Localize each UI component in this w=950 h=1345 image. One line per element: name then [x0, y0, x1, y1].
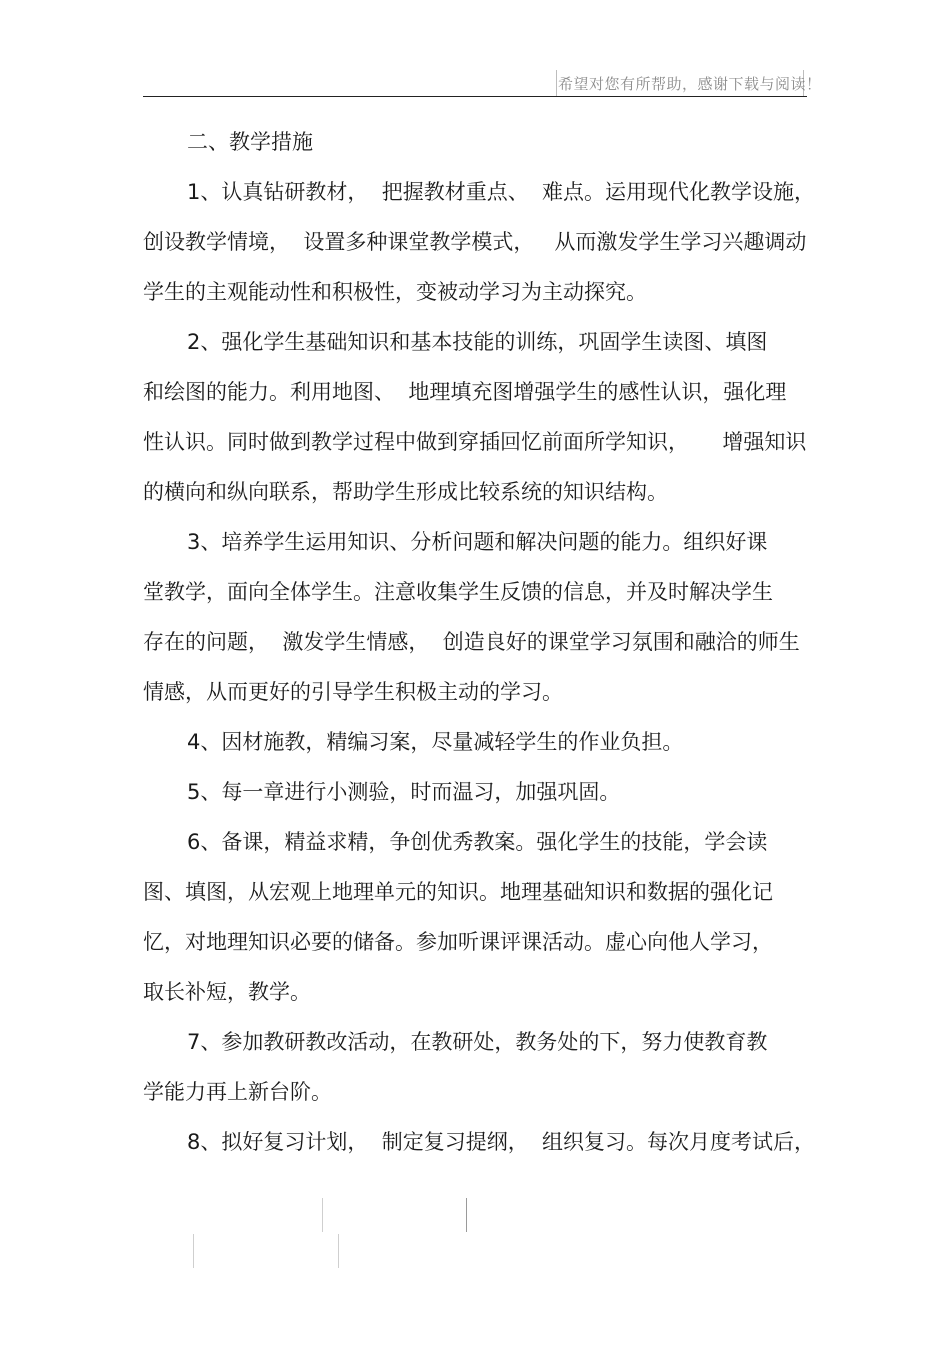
text-line: 6、备课，精益求精，争创优秀教案。强化学生的技能，学会读	[187, 830, 768, 854]
text-line: 3、培养学生运用知识、分析问题和解决问题的能力。组织好课	[187, 530, 768, 554]
scan-artifact-line	[322, 1198, 323, 1232]
text-line: 存在的问题， 激发学生情感， 创造良好的课堂学习氛围和融洽的师生	[143, 630, 800, 654]
text-line: 图、填图，从宏观上地理单元的知识。地理基础知识和数据的强化记	[143, 880, 773, 904]
text-line: 2、强化学生基础知识和基本技能的训练，巩固学生读图、填图	[187, 330, 768, 354]
text-line: 创设教学情境， 设置多种课堂教学模式， 从而激发学生学习兴趣调动	[143, 230, 807, 254]
text-line: 4、因材施教，精编习案，尽量减轻学生的作业负担。	[187, 730, 684, 754]
text-line: 取长补短，教学。	[143, 980, 311, 1004]
text-line: 忆，对地理知识必要的储备。参加听课评课活动。虚心向他人学习，	[143, 930, 773, 954]
header-rule	[143, 96, 807, 97]
text-line: 性认识。同时做到教学过程中做到穿插回忆前面所学知识， 增强知识	[143, 430, 807, 454]
text-line: 学能力再上新台阶。	[143, 1080, 332, 1104]
text-line: 5、每一章进行小测验，时而温习，加强巩固。	[187, 780, 621, 804]
text-line: 1、认真钻研教材， 把握教材重点、 难点。运用现代化教学设施，	[187, 180, 816, 204]
scan-artifact-line	[193, 1234, 194, 1268]
section-heading: 二、教学措施	[187, 130, 313, 154]
header-slogan: 希望对您有所帮助，感谢下载与阅读！	[558, 75, 822, 93]
text-line: 情感，从而更好的引导学生积极主动的学习。	[143, 680, 563, 704]
text-line: 8、拟好复习计划， 制定复习提纲， 组织复习。每次月度考试后，	[187, 1130, 816, 1154]
text-line: 和绘图的能力。利用地图、 地理填充图增强学生的感性认识，强化理	[143, 380, 787, 404]
scan-artifact-line	[466, 1198, 467, 1232]
text-line: 学生的主观能动性和积极性，变被动学习为主动探究。	[143, 280, 647, 304]
text-line: 7、参加教研教改活动，在教研处，教务处的下，努力使教育教	[187, 1030, 768, 1054]
text-line: 堂教学，面向全体学生。注意收集学生反馈的信息，并及时解决学生	[143, 580, 773, 604]
scan-artifact-line	[338, 1234, 339, 1268]
text-line: 的横向和纵向联系，帮助学生形成比较系统的知识结构。	[143, 480, 668, 504]
